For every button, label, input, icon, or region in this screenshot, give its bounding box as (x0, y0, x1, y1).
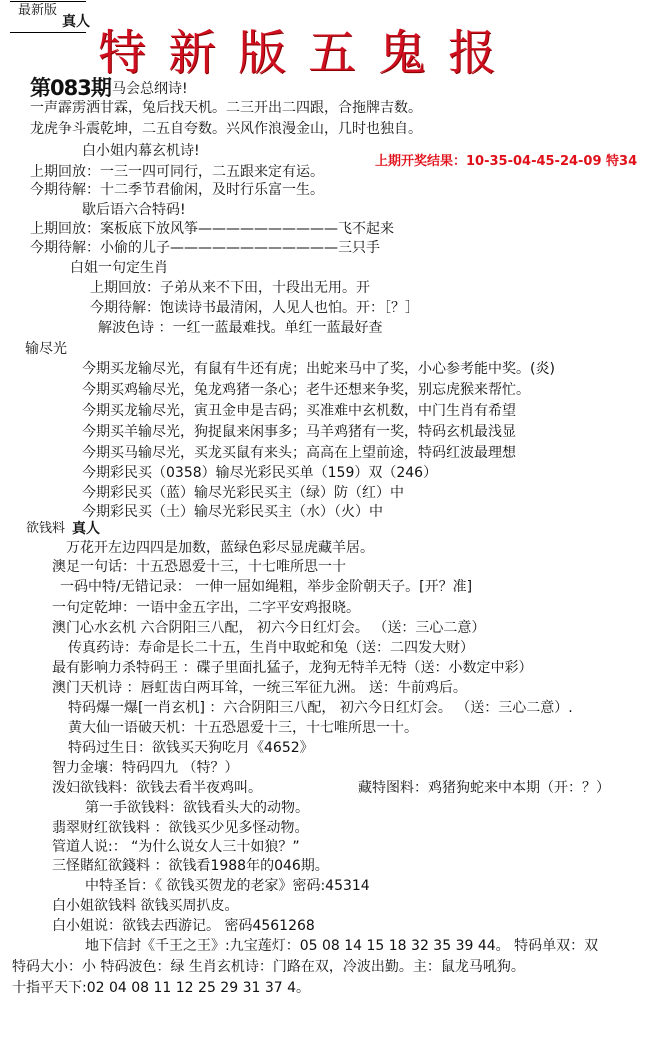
list-item: 一码中特/无错记录： 一伸一屈如绳粗，举步金阶朝天子。[开？准] (60, 579, 473, 595)
current-riddle: 今期待解：小偷的儿子————————————三只手 (30, 240, 380, 256)
poem-line: 龙虎争斗震乾坤，二五自夸数。兴风作浪漫金山，几时也独自。 (30, 121, 422, 137)
list-item: 第一手欲钱料：欲钱看头大的动物。 (85, 800, 309, 816)
color-poem: 解波色诗 ：一红一蓝最难找。单红一蓝最好查 (98, 320, 383, 336)
list-item: 中特圣旨：《 欲钱买贺龙的老家》密码:45314 (85, 878, 370, 894)
list-item: 藏特图料：鸡猪狗蛇来中本期（开：？） (358, 780, 610, 796)
list-item: 传真药诗：寿命是长二十五，生肖中取蛇和兔（送：二四发大财） (68, 640, 474, 656)
poem-line: 一声霹雳洒甘霖，兔后找天机。二三开出二四跟，合拖牌吉数。 (30, 100, 422, 116)
list-item: 澳门天机诗 ：唇虹齿白两耳耸，一统三军征九洲。 送：牛前鸡后。 (52, 680, 467, 696)
list-item: 澳足一句话：十五恐恩爱十三，十七唯所思一十 (52, 559, 346, 575)
last-review: 上期回放：一三一四可同行，二五跟来定有运。 (30, 164, 324, 180)
edition-label: 最新版 (18, 3, 58, 18)
section-heading: 欲钱料 (26, 521, 66, 536)
list-item: 管道人说:： “为什么说女人三十如狼？” (52, 839, 300, 855)
last-draw-result: 上期开奖结果：10-35-04-45-24-09 特34 (375, 154, 638, 169)
list-item: 黄大仙一语破天机：十五恐恩爱十三，十七唯所思一十。 (68, 720, 418, 736)
list-item: 今期彩民买（0358）输尽光彩民买单（159）双（246） (82, 465, 438, 481)
header-rule (10, 32, 86, 33)
list-item: 特码大小：小 特码波色：绿 生肖玄机诗：门路在双，冷波出勤。主：鼠龙马吼狗。 (12, 959, 525, 975)
section-heading: 白姐一句定生肖 (70, 260, 168, 276)
list-item: 翡翠财红欲钱料 ：欲钱买少见多怪动物。 (52, 820, 309, 836)
list-item: 最有影响力杀特码王 ：碟子里面扎猛子，龙狗无特羊无特（送：小数定中彩） (52, 660, 533, 676)
section-heading: 歇后语六合特码! (82, 202, 186, 218)
page-title: 特新版五鬼报 (98, 25, 519, 81)
list-item: 白小姐说：欲钱去西游记。 密码4561268 (52, 918, 315, 934)
list-item: 今期买马输尽光，买龙买鼠有来头；高高在上望前途，特码红波最理想 (82, 445, 516, 461)
list-item: 一句定乾坤：一语中金五字出，二字平安鸡报晓。 (52, 600, 360, 616)
section-heading: 马会总纲诗! (112, 81, 188, 97)
section-heading: 白小姐内幕玄机诗! (82, 143, 200, 159)
list-item: 智力金壤：特码四九 （特？） (52, 760, 239, 776)
last-review: 上期回放：子弟从来不下田，十段出无用。开 (90, 280, 370, 296)
list-item: 今期彩民买（土）输尽光彩民买主（水）（火）中 (82, 504, 383, 520)
section-heading: 输尽光 (25, 341, 67, 357)
list-item: 今期彩民买（蓝）输尽光彩民买主（绿）防（红）中 (82, 485, 404, 501)
list-item: 泼妇欲钱料：欲钱去看半夜鸡叫。 (52, 780, 262, 796)
overlay-label: 真人 (72, 521, 100, 537)
top-rule (10, 1, 86, 2)
list-item: 万花开左边四四是加数，蓝绿色彩尽显虎藏羊居。 (66, 540, 374, 556)
list-item: 白小姐欲钱料 欲钱买周扒皮。 (52, 898, 239, 914)
current-riddle: 今期待解：饱读诗书最清闲，人见人也怕。开：［？］ (90, 300, 419, 316)
list-item: 三怪賭紅欲錢料 ：欲钱看1988年的046期。 (52, 858, 329, 874)
list-item: 地下信封《千王之王》:九宝莲灯：05 08 14 15 18 32 35 39 44。 特码单双：双 (85, 938, 599, 954)
list-item: 今期买龙输尽光，有鼠有牛还有虎；出蛇来马中了奖，小心参考能中奖。(炎) (82, 361, 555, 377)
current-riddle: 今期待解：十二季节君偷闲，及时行乐富一生。 (30, 182, 324, 198)
list-item: 今期买羊输尽光，狗捉鼠来闲事多；马羊鸡猪有一奖，特码玄机最浅显 (82, 424, 516, 440)
list-item: 特码爆一爆[一肖玄机] ：六合阴阳三八配， 初六今日红灯会。 （送：三心二意）. (68, 700, 573, 716)
last-review: 上期回放：案板底下放风筝——————————飞不起来 (30, 221, 394, 237)
list-item: 十指平天下:02 04 08 11 12 25 29 31 37 4。 (12, 980, 311, 996)
list-item: 今期买鸡输尽光，兔龙鸡猪一条心；老牛还想来争奖，别忘虎猴来帮忙。 (82, 382, 530, 398)
list-item: 特码过生日：欲钱买天狗吃月《4652》 (68, 740, 314, 756)
overlay-label: 真人 (62, 14, 90, 30)
issue-number: 第083期 (30, 76, 111, 100)
list-item: 今期买龙输尽光，寅丑金申是吉码；买准难中玄机数，中门生肖有希望 (82, 403, 516, 419)
list-item: 澳门心水玄机 六合阴阳三八配， 初六今日红灯会。 （送：三心二意） (52, 620, 486, 636)
